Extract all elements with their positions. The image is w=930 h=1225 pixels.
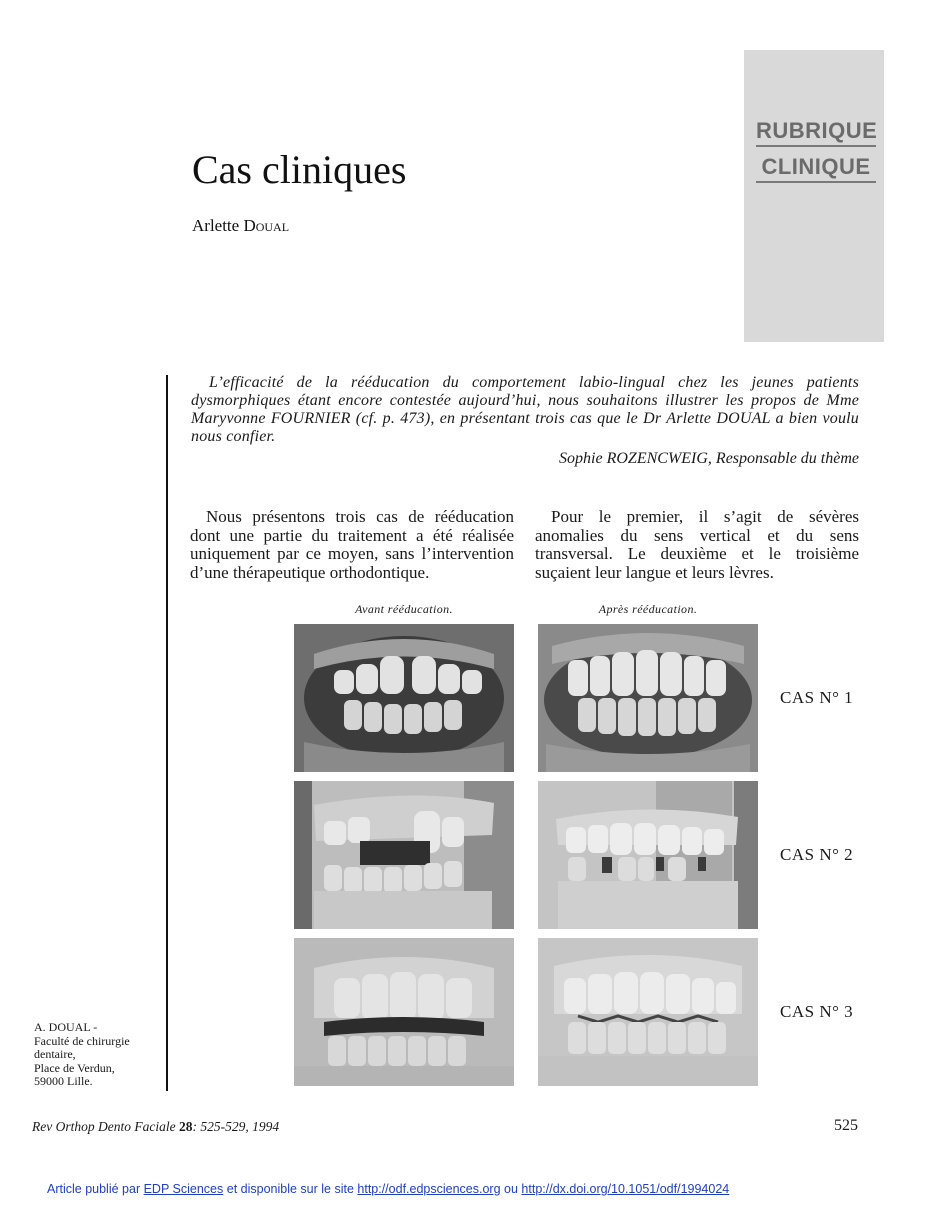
- body-paragraph-2: Pour le premier, il s’agit de sévères anomalies du sens vertical et du sens transversal. Le deuxième et le troisième suçaient leur langue et leurs lèvres.: [535, 507, 859, 582]
- body-paragraph-1: Nous présentons trois cas de rééducation dont une partie du traitement a été réalisée uniquement par ce moyen, sans l’intervention d’une thérapeutique orthodontique.: [190, 507, 514, 582]
- page-number: 525: [834, 1117, 858, 1134]
- case-1-before-photo: [294, 624, 514, 772]
- clinique-label: CLINIQUE: [756, 154, 876, 183]
- affiliation-line: Faculté de chirurgie: [34, 1033, 130, 1048]
- journal-volume: 28: [178, 1119, 193, 1134]
- author-name: [192, 216, 289, 236]
- case-3-label: CAS N° 3: [780, 1002, 854, 1021]
- caption-after: Après rééducation.: [598, 602, 698, 616]
- author-affiliation: [34, 1021, 154, 1089]
- notice-mid: et disponible sur le site: [226, 1182, 354, 1196]
- affiliation-line: A. DOUAL -: [34, 1020, 98, 1034]
- intro-paragraph: [191, 374, 859, 446]
- intro-signature: Sophie ROZENCWEIG, Responsable du thème: [559, 450, 859, 467]
- publisher-link[interactable]: EDP Sciences: [143, 1182, 224, 1196]
- site-link[interactable]: http://odf.edpsciences.org: [357, 1182, 501, 1196]
- page-title: Cas cliniques: [192, 147, 407, 192]
- body-column-left: [190, 508, 514, 582]
- notice-or: ou: [504, 1182, 518, 1196]
- rubrique-label: RUBRIQUE: [756, 118, 876, 147]
- body-column-right: [535, 508, 859, 582]
- author-first-name: Arlette: [192, 216, 240, 235]
- rubrique-box: [744, 50, 884, 342]
- intro-text: L’efficacité de la rééducation du comportement labio-lingual chez les jeunes patients dysmorphiques étant encore contestée aujourd’hui, nous souhaitons illustrer les propos de Mme Maryvonne FOURNIER (cf. p. 473), en présentant trois cas que le Dr Arlette DOUAL a bien voulu nous confier.: [191, 374, 859, 445]
- case-1-after-photo: [538, 624, 758, 772]
- notice-prefix: Article publié par: [47, 1182, 141, 1196]
- journal-pages: : 525-529, 1994: [192, 1119, 280, 1134]
- journal-name: Rev Orthop Dento Faciale: [32, 1119, 176, 1134]
- affiliation-line: dentaire,: [34, 1047, 76, 1061]
- affiliation-line: Place de Verdun,: [34, 1060, 115, 1075]
- case-1-label: CAS N° 1: [780, 688, 854, 707]
- case-2-after-photo: [538, 781, 758, 929]
- affiliation-line: 59000 Lille.: [34, 1074, 93, 1088]
- doi-link[interactable]: http://dx.doi.org/10.1051/odf/1994024: [521, 1182, 730, 1196]
- publication-notice: [47, 1182, 729, 1196]
- caption-before: Avant rééducation.: [355, 602, 453, 616]
- case-2-label: CAS N° 2: [780, 845, 854, 864]
- case-3-before-photo: [294, 938, 514, 1086]
- author-last-name: Doual: [243, 216, 290, 235]
- case-2-before-photo: [294, 781, 514, 929]
- margin-rule: [166, 375, 168, 1091]
- case-3-after-photo: [538, 938, 758, 1086]
- journal-citation: [32, 1119, 279, 1135]
